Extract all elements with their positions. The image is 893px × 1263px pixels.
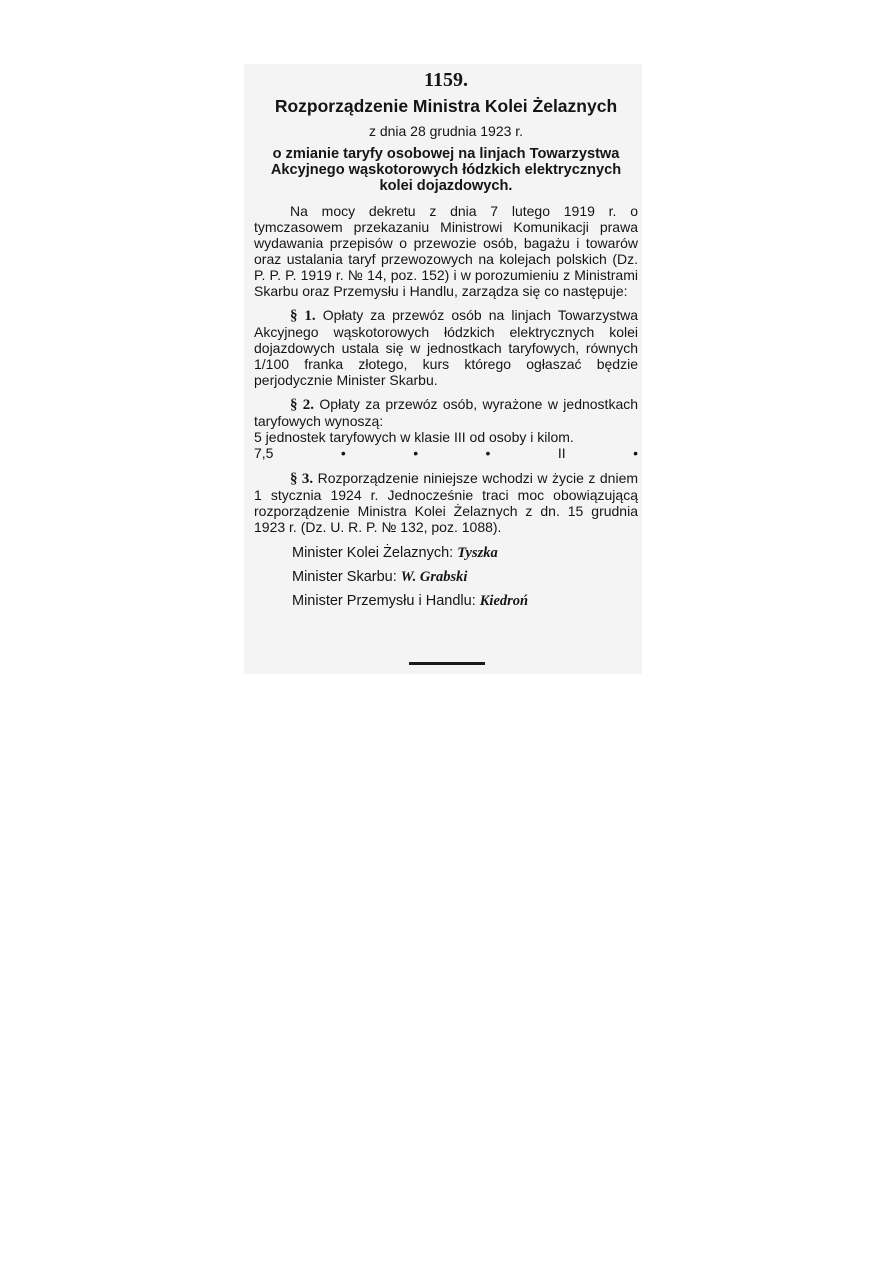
signature-name: Kiedroń xyxy=(479,593,529,609)
signature-line xyxy=(292,591,638,611)
ditto-class: II xyxy=(557,445,566,461)
signature-block xyxy=(254,543,638,611)
rate-row-class-3: 5 jednostek taryfowych w klasie III od osoby i kilom. xyxy=(254,429,574,445)
document-column xyxy=(254,66,638,615)
ditto-mark: • xyxy=(485,445,491,461)
ditto-mark: • xyxy=(413,445,419,461)
section-3-paragraph xyxy=(254,470,638,535)
signature-name: Tyszka xyxy=(457,545,498,561)
signature-line xyxy=(292,567,638,587)
signature-role: Minister Skarbu: xyxy=(292,569,397,585)
act-number: 1159. xyxy=(424,69,468,91)
section-3-text: Rozporządzenie niniejsze wchodzi w życie z dniem 1 stycznia 1924 r. Jednocześnie traci moc obowiązującą rozporządzenie Ministra Kolei Żelaznych z dn. 15 grudnia 1923 r. (Dz. U. R. P. № 132, poz. 1088). xyxy=(254,470,639,535)
ditto-mark: • xyxy=(633,445,638,461)
signature-role: Minister Przemysłu i Handlu: xyxy=(292,593,476,609)
section-2-text: Opłaty za przewóz osób, wyrażone w jednostkach taryfowych wynoszą: xyxy=(254,396,639,429)
signature-name: W. Grabski xyxy=(400,569,468,585)
section-1-paragraph xyxy=(254,307,638,388)
signature-role: Minister Kolei Żelaznych: xyxy=(292,545,454,561)
section-3-mark: § 3. xyxy=(290,471,314,487)
document-subject: o zmianie taryfy osobowej na linjach Towarzystwa Akcyjnego wąskotorowych łódzkich elektrycznych kolei dojazdowych. xyxy=(270,146,622,194)
section-2-mark: § 2. xyxy=(290,397,314,413)
rate-value: 7,5 xyxy=(254,445,274,461)
rate-row-class-2 xyxy=(254,445,638,461)
closing-rule xyxy=(409,662,485,665)
section-2-paragraph xyxy=(254,396,638,429)
signature-line xyxy=(292,543,638,563)
preamble-paragraph: Na mocy dekretu z dnia 7 lutego 1919 r. o tymczasowem przekazaniu Ministrowi Komunikacji prawa wydawania przepisów o przewozie osób, bagażu i towarów oraz ustalania taryf przewozowych na kolejach polskich (Dz. P. P. P. 1919 r. № 14, poz. 152) i w porozumieniu z Ministrami Skarbu oraz Przemysłu i Handlu, zarządza się co następuje: xyxy=(254,203,638,299)
ditto-mark: • xyxy=(340,445,346,461)
document-date: z dnia 28 grudnia 1923 r. xyxy=(368,123,524,139)
section-1-text: Opłaty za przewóz osób na linjach Towarzystwa Akcyjnego wąskotorowych łódzkich elektrycznych kolei dojazdowych ustala się w jednostkach taryfowych, równych 1/100 franka złotego, kurs którego ogłaszać będzie perjodycznie Minister Skarbu. xyxy=(254,307,639,388)
section-1-mark: § 1. xyxy=(290,308,316,324)
rates-list xyxy=(254,429,638,461)
document-title: Rozporządzenie Ministra Kolei Żelaznych xyxy=(274,96,618,116)
